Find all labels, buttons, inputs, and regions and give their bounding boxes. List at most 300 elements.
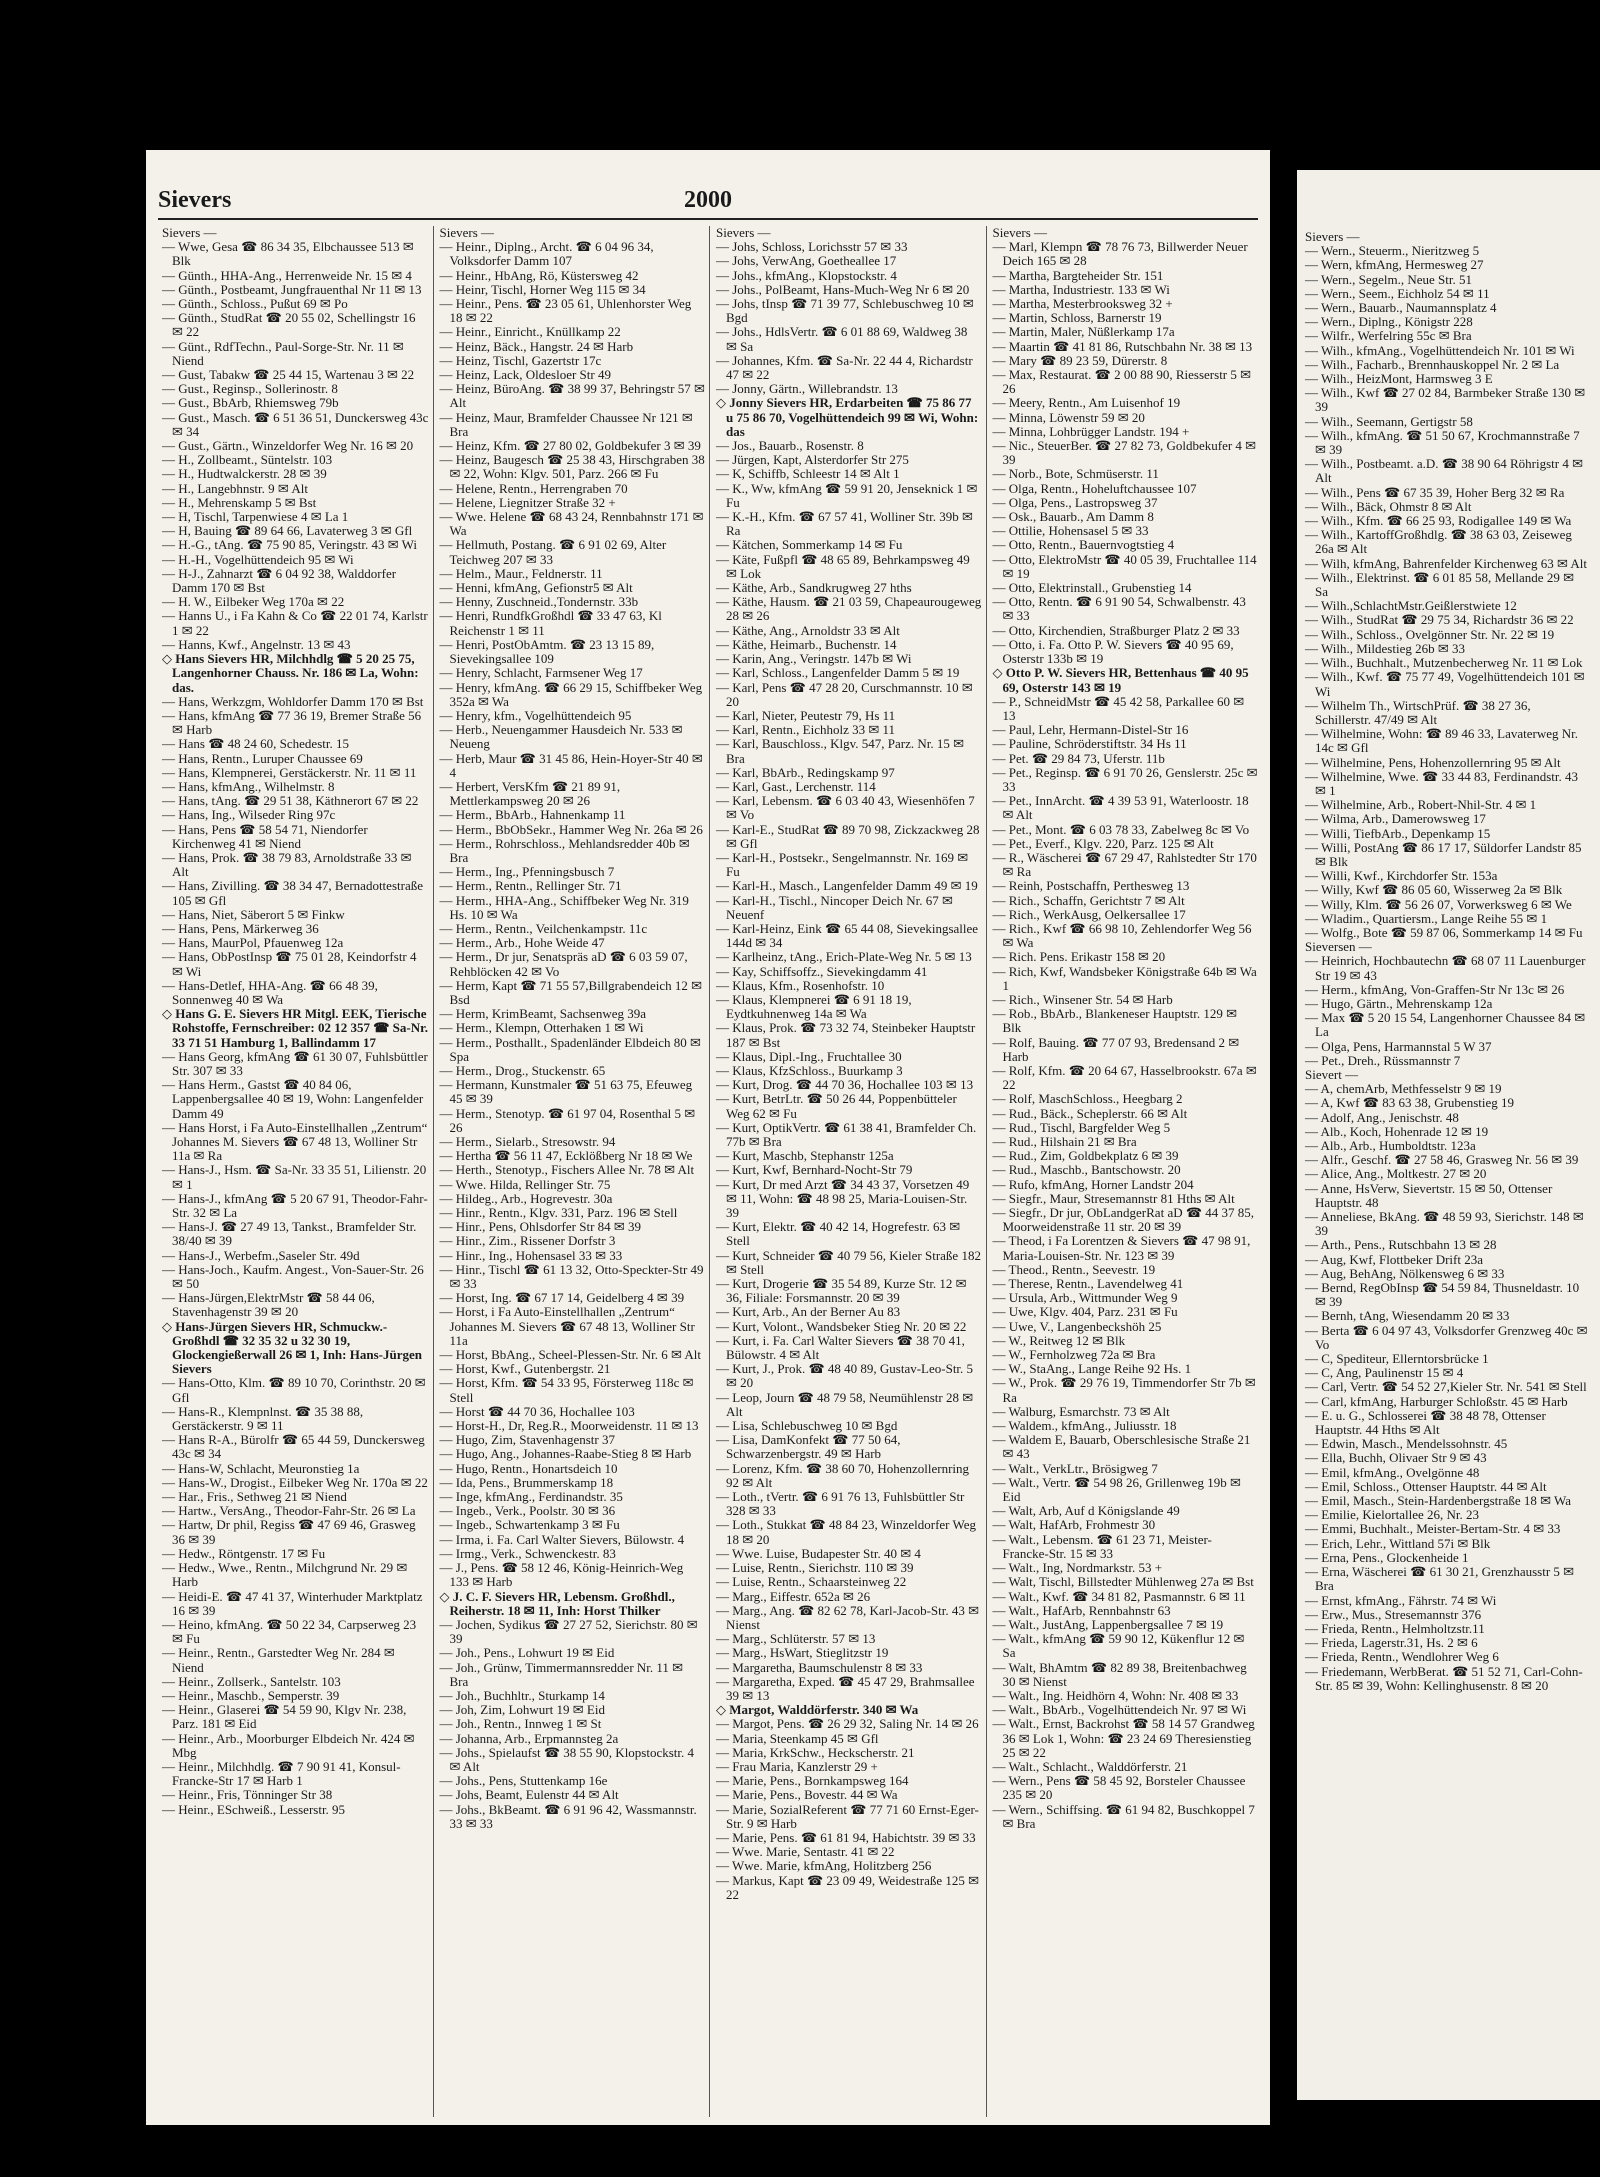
directory-entry: — K., Ww, kfmAng ☎ 59 91 20, Jenseknick 1 ✉ Fu (716, 480, 978, 510)
directory-entry: — Pet., Reginsp. ☎ 6 91 70 26, Genslerstr. 25c ✉ 33 (992, 764, 1258, 794)
directory-entry: — H., Langebhnstr. 9 ✉ Alt (162, 480, 308, 496)
directory-entry: — Wilh.,SchlachtMstr.Geißlerstwiete 12 (1305, 598, 1517, 614)
directory-entry: — Meery, Rentn., Am Luisenhof 19 (992, 395, 1181, 411)
directory-entry: — Max ☎ 5 20 15 54, Langenhorner Chaussee 84 ✉ La (1305, 1010, 1586, 1040)
directory-column-1 (156, 226, 433, 2117)
directory-entry: — Hinr., Tischl ☎ 61 13 32, Otto-Speckter-Str 49 ✉ 33 (439, 1261, 704, 1292)
directory-entry: Sievers — (162, 226, 217, 240)
directory-entry: ◇ Hans-Jürgen Sievers HR, Schmuckw.-Großhdl ☎ 32 35 32 u 32 30 19, Glockengießerwall 26 ✉ 1, Inh: Hans-Jürgen Sievers (162, 1318, 422, 1377)
directory-entry: — Karl, Lebensm. ☎ 6 03 40 43, Wiesenhöfen 7 ✉ Vo (716, 793, 975, 823)
directory-entry: — Walt., Lebensm. ☎ 61 23 71, Meister-Francke-Str. 15 ✉ 33 (992, 1531, 1212, 1561)
directory-entry: — Wilh., Buchhalt., Mutzenbecherweg Nr. 11 ✉ Lok (1305, 655, 1583, 671)
directory-entry: — Heinr., Pens. ☎ 23 05 61, Uhlenhorster Weg 18 ✉ 22 (439, 296, 692, 326)
directory-entry: — Rud., Zim, Goldbekplatz 6 ✉ 39 (992, 1148, 1179, 1164)
directory-entry: — Theod, i Fa Lorentzen & Sievers ☎ 47 98 91, Maria-Louisen-Str. Nr. 123 ✉ 39 (992, 1233, 1251, 1263)
directory-entry: — K.-H., Kfm. ☎ 67 57 41, Wolliner Str. 39b ✉ Ra (716, 509, 973, 539)
directory-entry: — H, Bauing ☎ 89 64 66, Lavaterweg 3 ✉ Gfl (162, 523, 413, 539)
directory-entry: — Heinz, Tischl, Gazertstr 17c (439, 352, 602, 368)
directory-entry: — Martha, Bargteheider Str. 151 (992, 267, 1164, 283)
directory-entry: — Horst-H., Dr, Reg.R., Moorweidenstr. 11 ✉ 13 (439, 1418, 699, 1434)
directory-entry: — Joh., Pens., Lohwurt 19 ✉ Eid (439, 1645, 615, 1661)
directory-entry: — Hans-R., Klempnlnst. ☎ 35 38 88, Gerstäckerstr. 9 ✉ 11 (162, 1403, 364, 1434)
directory-entry: — Rolf, Kfm. ☎ 20 64 67, Hasselbrookstr. 67a ✉ 22 (992, 1062, 1257, 1093)
directory-entry: — Wilhelmine, Wohn: ☎ 89 46 33, Lavaterweg Nr. 14c ✉ Gfl (1305, 726, 1579, 756)
directory-entry: — Otto, Kirchendien, Straßburger Platz 2 ✉ 33 (992, 622, 1240, 638)
running-head-name: Sievers (158, 187, 232, 213)
directory-entry: — Alfr., Geschf. ☎ 27 58 46, Grasweg Nr. 56 ✉ 39 (1305, 1152, 1579, 1168)
directory-entry: — Hinr., Pens, Ohlsdorfer Str 84 ✉ 39 (439, 1219, 642, 1235)
directory-entry: — Irma, i. Fa. Carl Walter Sievers, Bülowstr. 4 (439, 1531, 685, 1547)
directory-entry: — Wilma, Arb., Damerowsweg 17 (1305, 811, 1486, 827)
directory-entry: — Klaus, KfzSchloss., Buurkamp 3 (716, 1062, 903, 1078)
directory-entry: — Herm., Stenotyp. ☎ 61 97 04, Rosenthal 5 ✉ 26 (439, 1105, 696, 1135)
directory-entry: — Willy, Kwf ☎ 86 05 60, Wisserweg 2a ✉ Blk (1305, 882, 1563, 898)
directory-entry: — Marg., Schlüterstr. 57 ✉ 13 (716, 1631, 876, 1647)
directory-entry: — C, Spediteur, Ellerntorsbrücke 1 (1305, 1351, 1489, 1367)
directory-entry: — Karl-H., Masch., Langenfelder Damm 49 ✉ 19 (716, 878, 978, 894)
directory-entry: — Ingeb., Verk., Poolstr. 30 ✉ 36 (439, 1503, 616, 1519)
directory-entry: — Heinr., Milchhdlg. ☎ 7 90 91 41, Konsul-Francke-Str 17 ✉ Harb 1 (162, 1758, 401, 1789)
directory-entry: — Siegfr., Dr jur, ObLandgerRat aD ☎ 44 37 85, Moorweidenstraße 11 str. 20 ✉ 39 (992, 1205, 1255, 1235)
directory-entry: — Irmg., Verk., Schwenckestr. 83 (439, 1545, 616, 1561)
directory-entry: — Henni, kfmAng, Gefionstr5 ✉ Alt (439, 580, 633, 596)
directory-entry: — Wilh., HeizMont, Harmsweg 3 E (1305, 371, 1493, 387)
directory-entry: — Minna, Löwenstr 59 ✉ 20 (992, 409, 1145, 425)
directory-entry: — Otto, ElektroMstr ☎ 40 05 39, Fruchtallee 114 ✉ 19 (992, 551, 1257, 581)
directory-entry: — Heinr., Zollserk., Santelstr. 103 (162, 1673, 341, 1689)
directory-entry: — Hans, Klempnerei, Gerstäckerstr. Nr. 11 ✉ 11 (162, 764, 417, 780)
directory-entry: — Hugo, Zim, Stavenhagenstr 37 (439, 1432, 615, 1448)
directory-entry: — Herm., Drog., Stuckenstr. 65 (439, 1062, 606, 1078)
directory-entry: — Aug, BehAng, Nölkensweg 6 ✉ 33 (1305, 1265, 1505, 1281)
directory-entry: — Wern., Segelm., Neue Str. 51 (1305, 271, 1472, 287)
directory-entry: — Pet., InnArcht. ☎ 4 39 53 91, Waterloostr. 18 ✉ Alt (992, 793, 1249, 823)
directory-entry: — Kurt, Drog. ☎ 44 70 36, Hochallee 103 ✉ 13 (716, 1077, 974, 1093)
directory-entry: — Heinr., Maschb., Semperstr. 39 (162, 1687, 340, 1703)
directory-entry: — Herm., Rohrschloss., Mehlandsredder 40b ✉ Bra (439, 835, 690, 865)
directory-entry: — Heinr., Diplng., Archt. ☎ 6 04 96 34, Volksdorfer Damm 107 (439, 239, 654, 269)
directory-entry: — Rich., Kwf ☎ 66 98 10, Zehlendorfer Weg 56 ✉ Wa (992, 920, 1252, 951)
directory-entry: — Ida, Pens., Brummerskamp 18 (439, 1474, 614, 1490)
directory-entry: — Martha, Mesterbrooksweg 32 + (992, 296, 1173, 312)
directory-entry: — Wwe. Marie, Sentastr. 41 ✉ 22 (716, 1844, 895, 1860)
directory-entry: — Max, Restaurat. ☎ 2 00 88 90, Riesserstr 5 ✉ 26 (992, 367, 1252, 397)
directory-entry: — Gust, Tabakw ☎ 25 44 15, Wartenau 3 ✉ 22 (162, 367, 415, 383)
directory-entry: — Johs, tInsp ☎ 71 39 77, Schlebuschweg 10 ✉ Bgd (716, 296, 974, 326)
directory-entry: — Günth., Postbeamt, Jungfrauenthal Nr 11 ✉ 13 (162, 281, 422, 297)
directory-entry: — Bernd, RegObInsp ☎ 54 59 84, Thusneldastr. 10 ✉ 39 (1305, 1280, 1580, 1310)
directory-entry: — Jürgen, Kapt, Alsterdorfer Str 275 (716, 452, 909, 468)
directory-entry: — Hans, Prok. ☎ 38 79 83, Arnoldstraße 33 ✉ Alt (162, 849, 412, 880)
directory-entry: — Pauline, Schröderstiftstr. 34 Hs 11 (992, 736, 1187, 752)
directory-entry: — Rolf, MaschSchloss., Heegbarg 2 (992, 1091, 1183, 1107)
directory-entry: — Hanns, Kwf., Angelnstr. 13 ✉ 43 (162, 636, 351, 652)
directory-entry: — Kurt, J., Prok. ☎ 48 40 89, Gustav-Leo-Str. 5 ✉ 20 (716, 1361, 974, 1391)
directory-entry: — Käte, Fußpfl ☎ 48 65 89, Behrkampsweg 49 ✉ Lok (716, 551, 970, 581)
directory-entry: — Rich., Schaffn, Gerichtstr 7 ✉ Alt (992, 892, 1185, 908)
directory-entry: — Kurt, i. Fa. Carl Walter Sievers ☎ 38 70 41, Bülowstr. 4 ✉ Alt (716, 1332, 965, 1363)
directory-entry: — Herb, Maur ☎ 31 45 86, Hein-Hoyer-Str 40 ✉ 4 (439, 750, 703, 780)
directory-entry: — Klaus, Prok. ☎ 73 32 74, Steinbeker Hauptstr 187 ✉ Bst (716, 1020, 976, 1050)
directory-entry: — Erna, Pens., Glockenheide 1 (1305, 1549, 1469, 1565)
directory-entry: ◇ Jonny Sievers HR, Erdarbeiten ☎ 75 86 77 u 75 86 70, Vogelhüttendeich 99 ✉ Wi, Wohn: das (716, 395, 979, 439)
directory-entry: — Wladim., Quartiersm., Lange Reihe 55 ✉ 1 (1305, 910, 1548, 926)
directory-entry: — Hans, Zivilling. ☎ 38 34 47, Bernadottestraße 105 ✉ Gfl (162, 878, 423, 908)
directory-entry: — Hans-Joch., Kaufm. Angest., Von-Sauer-Str. 26 ✉ 50 (162, 1261, 424, 1292)
directory-entry: — Hans R-A., Bürolfr ☎ 65 44 59, Dunckersweg 43c ✉ 34 (162, 1432, 425, 1462)
directory-entry: — Henri, PostObAmtm. ☎ 23 13 15 89, Sievekingsallee 109 (439, 636, 655, 667)
directory-entry: — Therese, Rentn., Lavendelweg 41 (992, 1276, 1184, 1292)
directory-entry: — Helm., Maur., Feldnerstr. 11 (439, 565, 603, 581)
directory-entry: — Rob., BbArb., Blankeneser Hauptstr. 129 ✉ Blk (992, 1006, 1238, 1036)
directory-column-3 (709, 226, 986, 2117)
directory-entry: — Heinz, Lack, Oldesloer Str 49 (439, 367, 611, 383)
directory-entry: — Paul, Lehr, Hermann-Distel-Str 16 (992, 722, 1189, 738)
directory-entry: — Margaretha, Exped. ☎ 45 47 29, Brahmsallee 39 ✉ 13 (716, 1673, 975, 1703)
directory-entry: — Rich. Pens. Erikastr 158 ✉ 20 (992, 949, 1166, 965)
directory-entry: — Wilfr., Werfelring 55c ✉ Bra (1305, 328, 1472, 344)
directory-entry: — Friedemann, WerbBerat. ☎ 51 52 71, Carl-Cohn-Str. 85 ✉ 39, Wohn: Kellinghusenstr. 8 ✉ 20 (1305, 1663, 1583, 1693)
directory-columns (156, 226, 1262, 2117)
directory-entry: — Ingeb., Schwartenkamp 3 ✉ Fu (439, 1517, 620, 1533)
directory-entry: — Herm., BbObSekr., Hammer Weg Nr. 26a ✉ 26 (439, 821, 703, 837)
directory-entry: ◇ Hans G. E. Sievers HR Mitgl. EEK, Tierische Rohstoffe, Fernschreiber: 02 12 357 ☎ Sa-Nr. 33 71 51 Hamburg 1, Ballindamm 17 (162, 1006, 428, 1050)
directory-entry: — Johs, Beamt, Eulenstr 44 ✉ Alt (439, 1787, 619, 1803)
directory-entry: — H., Zollbeamt., Süntelstr. 103 (162, 452, 333, 468)
directory-entry: — Karl, Bauschloss., Klgv. 547, Parz. Nr. 15 ✉ Bra (716, 736, 964, 766)
directory-entry: — Marie, SozialReferent ☎ 77 71 60 Ernst-Eger-Str. 9 ✉ Harb (716, 1801, 979, 1831)
directory-entry: — Martin, Maler, Nüßlerkamp 17a (992, 324, 1175, 340)
directory-entry: — Kätchen, Sommerkamp 14 ✉ Fu (716, 537, 903, 553)
directory-entry: — Margot, Pens. ☎ 26 29 32, Saling Nr. 14 ✉ 26 (716, 1716, 979, 1732)
directory-entry: — Horst, Kwf., Gutenbergstr. 21 (439, 1361, 611, 1377)
directory-entry: — Arth., Pens., Rutschbahn 13 ✉ 28 (1305, 1237, 1497, 1253)
directory-entry: — Frieda, Rentn., Helmholtzstr.11 (1305, 1620, 1485, 1636)
directory-entry: ◇ J. C. F. Sievers HR, Lebensm. Großhdl., Reiherstr. 18 ✉ 11, Inh: Horst Thilker (439, 1588, 675, 1618)
directory-entry: — Gust., BbArb, Rhiemsweg 79b (162, 395, 339, 411)
directory-entry: — Karl, Rentn., Eichholz 33 ✉ 11 (716, 722, 896, 738)
directory-entry: — H. W., Eilbeker Weg 170a ✉ 22 (162, 594, 345, 610)
directory-entry: — Rich., Winsener Str. 54 ✉ Harb (992, 991, 1173, 1007)
directory-entry: — Walt., JustAng, Lappenbergsallee 7 ✉ 19 (992, 1616, 1224, 1632)
directory-entry: — Herth., Stenotyp., Fischers Allee Nr. 78 ✉ Alt (439, 1162, 695, 1178)
directory-entry: — Heinz, Kfm. ☎ 27 80 02, Goldbekufer 3 ✉ 39 (439, 438, 701, 454)
directory-entry: — Karl-E., StudRat ☎ 89 70 98, Zickzackweg 28 ✉ Gfl (716, 821, 980, 851)
directory-entry: — Günth., HHA-Ang., Herrenweide Nr. 15 ✉ 4 (162, 267, 412, 283)
directory-entry: — Wern, kfmAng, Hermesweg 27 (1305, 257, 1484, 273)
directory-entry: — Hans-W, Schlacht, Meuronstieg 1a (162, 1460, 360, 1476)
directory-entry: — Herm., kfmAng, Von-Graffen-Str Nr 13c ✉ 26 (1305, 981, 1565, 997)
directory-entry: — Wilhelmine, Pens, Hohenzollernring 95 ✉ Alt (1305, 754, 1561, 770)
directory-entry: — Heinr., Fris, Tönninger Str 38 (162, 1787, 333, 1803)
directory-entry: — Alice, Ang., Moltkestr. 27 ✉ 20 (1305, 1166, 1487, 1182)
directory-entry: — Hedw., Röntgenstr. 17 ✉ Fu (162, 1545, 326, 1561)
directory-entry: — Emil, Masch., Stein-Hardenbergstraße 18 ✉ Wa (1305, 1493, 1572, 1509)
directory-entry: — H.-G., tAng. ☎ 75 90 85, Veringstr. 43 ✉ Wi (162, 537, 418, 553)
directory-entry: — Walt, BhAmtm ☎ 82 89 38, Breitenbachweg 30 ✉ Nienst (992, 1659, 1247, 1689)
directory-entry: — Karl, Gast., Lerchenstr. 114 (716, 778, 876, 794)
directory-entry: — Johs., BkBeamt. ☎ 6 91 96 42, Wassmannstr. 33 ✉ 33 (439, 1801, 697, 1831)
directory-entry: — Anne, HsVerw, Sievertstr. 15 ✉ 50, Ottenser Hauptstr. 48 (1305, 1180, 1553, 1210)
directory-entry: — Wilh., kfmAng., Vogelhüttendeich Nr. 101 ✉ Wi (1305, 342, 1575, 358)
directory-entry: — R., Wäscherei ☎ 67 29 47, Rahlstedter Str 170 ✉ Ra (992, 849, 1257, 880)
directory-entry: — Wwe. Helene ☎ 68 43 24, Rennbahnstr 171 ✉ Wa (439, 509, 704, 539)
directory-entry: — Karl, Pens ☎ 47 28 20, Curschmannstr. 10 ✉ 20 (716, 679, 973, 709)
directory-entry: — Pet., Dreh., Rüssmannstr 7 (1305, 1052, 1461, 1068)
directory-entry: — Heinr., ESchweiß., Lesserstr. 95 (162, 1801, 346, 1817)
directory-entry: — Rud., Hilshain 21 ✉ Bra (992, 1134, 1137, 1149)
directory-entry: — Wilh., Facharb., Brennhauskoppel Nr. 2 ✉ La (1305, 356, 1560, 372)
directory-entry: — Herm., Ing., Pfenningsbusch 7 (439, 864, 615, 880)
directory-entry: — Joh, Zim, Lohwurt 19 ✉ Eid (439, 1702, 605, 1718)
directory-entry: — W., StaAng., Lange Reihe 92 Hs. 1 (992, 1361, 1192, 1377)
directory-entry: — P., SchneidMstr ☎ 45 42 58, Parkallee 60 ✉ 13 (992, 693, 1245, 723)
directory-entry: — Ella, Buchh, Olivaer Str 9 ✉ 43 (1305, 1450, 1487, 1466)
directory-entry: — Erw., Mus., Stresemannstr 376 (1305, 1606, 1482, 1622)
directory-entry: — Kurt, Arb., An der Berner Au 83 (716, 1304, 901, 1320)
directory-entry: — Karl-H., Postsekr., Sengelmannstr. Nr. 169 ✉ Fu (716, 849, 969, 880)
directory-entry: — Kay, Schiffsoffz., Sievekingdamm 41 (716, 963, 928, 979)
directory-entry: — Herm., HHA-Ang., Schiffbeker Weg Nr. 319 Hs. 10 ✉ Wa (439, 892, 689, 922)
directory-entry: — Lisa, Schlebuschweg 10 ✉ Bgd (716, 1418, 898, 1434)
directory-entry: — Olga, Pens., Lastropsweg 37 (992, 494, 1158, 510)
directory-entry: — Henry, Schlacht, Farmsener Weg 17 (439, 665, 643, 681)
directory-entry: — Walt., Ernst, Backrohst ☎ 58 14 57 Grandweg 36 ✉ Lok 1, Wohn: ☎ 23 24 69 Theresienstieg 25 ✉ 22 (992, 1716, 1255, 1760)
directory-entry: — Herm., Sielarb., Stresowstr. 94 (439, 1134, 616, 1149)
directory-entry: — Hans, kfmAng ☎ 77 36 19, Bremer Straße 56 ✉ Harb (162, 707, 422, 738)
directory-entry: — Har., Fris., Sethweg 21 ✉ Niend (162, 1489, 347, 1505)
directory-entry: — Carl, Vertr. ☎ 54 52 27,Kieler Str. Nr. 541 ✉ Stell (1305, 1379, 1587, 1395)
directory-entry: — Wilh., kfmAng. ☎ 51 50 67, Krochmannstraße 7 ✉ 39 (1305, 427, 1580, 458)
directory-entry: — Kurt, Volont., Wandsbeker Stieg Nr. 20 ✉ 22 (716, 1318, 967, 1334)
directory-entry: — Karl, Nieter, Peutestr 79, Hs 11 (716, 707, 896, 723)
directory-entry: — Wilh., Pens ☎ 67 35 39, Hoher Berg 32 ✉ Ra (1305, 484, 1565, 500)
directory-entry: — Wilh., Kfm. ☎ 66 25 93, Rodigallee 149 ✉ Wa (1305, 513, 1572, 529)
directory-entry: — Hinr., Rentn., Klgv. 331, Parz. 196 ✉ Stell (439, 1205, 678, 1221)
directory-entry: — Willi, Kwf., Kirchdorfer Str. 153a (1305, 868, 1498, 884)
directory-entry: — Johs., PolBeamt, Hans-Much-Weg Nr 6 ✉ 20 (716, 281, 970, 297)
directory-entry: — Joh., Buchhltr., Sturkamp 14 (439, 1687, 605, 1703)
directory-entry: — Horst, Ing. ☎ 67 17 14, Geidelberg 4 ✉ 39 (439, 1290, 685, 1306)
directory-entry: — Walt., VerkLtr., Brösigweg 7 (992, 1460, 1158, 1476)
directory-entry: — Heinr., Arb., Moorburger Elbdeich Nr. 424 ✉ Mbg (162, 1730, 415, 1760)
directory-entry: — Walt., Schlacht., Walddörferstr. 21 (992, 1758, 1188, 1774)
directory-entry: — Hanns U., i Fa Kahn & Co ☎ 22 01 74, Karlstr 1 ✉ 22 (162, 608, 428, 638)
directory-entry: — Rufo, kfmAng, Horner Landstr 204 (992, 1176, 1194, 1192)
directory-entry: — Henry, kfm., Vogelhüttendeich 95 (439, 707, 632, 723)
directory-entry: — Hans-J., Hsm. ☎ Sa-Nr. 33 35 51, Lilienstr. 20 ✉ 1 (162, 1162, 427, 1192)
directory-entry: — Joh., Grünw, Timmermannsredder Nr. 11 ✉ Bra (439, 1659, 684, 1689)
directory-entry: — Mary ☎ 89 23 59, Dürerstr. 8 (992, 352, 1168, 368)
directory-entry: — Hans, MaurPol, Pfauenweg 12a (162, 935, 344, 951)
directory-entry: — Hellmuth, Postang. ☎ 6 91 02 69, Alter Teichweg 207 ✉ 33 (439, 537, 667, 567)
directory-entry: — Hans Georg, kfmAng ☎ 61 30 07, Fuhlsbüttler Str. 307 ✉ 33 (162, 1048, 428, 1078)
directory-entry: — Martin, Schloss, Barnerstr 19 (992, 310, 1162, 326)
directory-entry: — Hans, Pens, Märkerweg 36 (162, 920, 319, 936)
directory-entry: — Käthe, Hausm. ☎ 21 03 59, Chapeaurougeweg 28 ✉ 26 (716, 594, 982, 624)
directory-entry: — Hartw., VersAng., Theodor-Fahr-Str. 26 ✉ La (162, 1503, 416, 1519)
directory-entry: — Wilh., Postbeamt. a.D. ☎ 38 90 64 Röhrigstr 4 ✉ Alt (1305, 456, 1584, 486)
directory-entry: — Lisa, DamKonfekt ☎ 77 50 64, Schwarzenbergstr. 49 ✉ Harb (716, 1432, 901, 1462)
directory-entry: — Herm., Rentn., Veilchenkampstr. 11c (439, 920, 648, 936)
directory-entry: Sievers — (992, 226, 1048, 240)
directory-entry: — Otto, Elektrinstall., Grubenstieg 14 (992, 580, 1192, 596)
directory-entry: — Wilh., Elektrinst. ☎ 6 01 85 58, Mellande 29 ✉ Sa (1305, 569, 1574, 600)
directory-entry: — Hans-Detlef, HHA-Ang. ☎ 66 48 39, Sonnenweg 40 ✉ Wa (162, 977, 378, 1007)
next-page-fragment (1297, 170, 1600, 2100)
directory-entry: — Frieda, Lagerstr.31, Hs. 2 ✉ 6 (1305, 1635, 1478, 1651)
directory-entry: Sievers — (1305, 230, 1360, 244)
directory-entry: — Heinz, Bäck., Hangstr. 24 ✉ Harb (439, 338, 634, 354)
directory-entry: — Klaus, Klempnerei ☎ 6 91 18 19, Eydtkuhnenweg 14a ✉ Wa (716, 991, 912, 1022)
directory-entry: — Rich., WerkAusg, Oelkersallee 17 (992, 906, 1186, 922)
directory-entry: — Heinrich, Hochbautechn ☎ 68 07 11 Lauenburger Str 19 ✉ 43 (1305, 953, 1586, 983)
directory-entry: — Hans, kfmAng., Wilhelmstr. 8 (162, 778, 335, 794)
directory-entry: — Wilh., KartoffGroßhdlg. ☎ 38 63 03, Zeiseweg 26a ✉ Alt (1305, 527, 1572, 557)
directory-entry: — Heinr., Einricht., Knüllkamp 22 (439, 324, 621, 340)
directory-entry: — Maartin ☎ 41 81 86, Rutschbahn Nr. 38 ✉ 13 (992, 338, 1253, 354)
directory-entry: — Wwe. Marie, kfmAng, Holitzberg 256 (716, 1858, 932, 1874)
directory-entry: — Karl-H., Tischl., Nincoper Deich Nr. 67 ✉ Neuenf (716, 892, 953, 922)
directory-entry: — Hans-J. ☎ 27 49 13, Tankst., Bramfelder Str. 38/40 ✉ 39 (162, 1219, 417, 1249)
directory-entry: — Hans Horst, i Fa Auto-Einstellhallen „Zentrum“ Johannes M. Sievers ☎ 67 48 13, Wolliner Str 11a ✉ Ra (162, 1119, 428, 1164)
directory-entry: — Kurt, Schneider ☎ 40 79 56, Kieler Straße 182 ✉ Stell (716, 1247, 981, 1277)
next-page-columns (1297, 230, 1592, 2092)
directory-entry: — Markus, Kapt ☎ 23 09 49, Weidestraße 125 ✉ 22 (716, 1872, 980, 1902)
directory-entry: — A, chemArb, Methfesselstr 9 ✉ 19 (1305, 1081, 1502, 1097)
directory-entry: — Luise, Rentn., Sierichstr. 110 ✉ 39 (716, 1560, 914, 1576)
directory-entry: — Walt., kfmAng ☎ 59 90 12, Kükenflur 12 ✉ Sa (992, 1631, 1245, 1661)
directory-entry: — H., Hudtwalckerstr. 28 ✉ 39 (162, 466, 327, 482)
directory-entry: — Horst, BbAng., Scheel-Plessen-Str. Nr. 6 ✉ Alt (439, 1347, 701, 1363)
directory-entry: — Wolfg., Bote ☎ 59 87 06, Sommerkamp 14 ✉ Fu (1305, 924, 1583, 940)
directory-entry: — Gust., Masch. ☎ 6 51 36 51, Dunckersweg 43c ✉ 34 (162, 409, 429, 439)
directory-entry: — Siegfr., Maur, Stresemannstr 81 Hths ✉ Alt (992, 1190, 1235, 1206)
directory-entry: — Klaus, Kfm., Rosenhofstr. 10 (716, 977, 885, 993)
directory-entry: — Ursula, Arb., Wittmunder Weg 9 (992, 1290, 1178, 1306)
directory-entry: — Rud., Tischl, Bargfelder Weg 5 (992, 1119, 1171, 1135)
directory-entry: — Frau Maria, Kanzlerstr 29 + (716, 1758, 878, 1774)
directory-entry: — Wern., Steuerm., Nieritzweg 5 (1305, 243, 1480, 259)
directory-entry: — Heinr, Tischl, Horner Weg 115 ✉ 34 (439, 281, 646, 297)
directory-entry: — Hertha ☎ 56 11 47, Ecklößberg Nr 18 ✉ We (439, 1148, 693, 1164)
directory-entry: — Heinr., Glaserei ☎ 54 59 90, Klgv Nr. 238, Parz. 181 ✉ Eid (162, 1702, 407, 1732)
directory-entry: — Hans-J., kfmAng ☎ 5 20 67 91, Theodor-Fahr-Str. 32 ✉ La (162, 1190, 428, 1221)
directory-entry: — Otto, Rentn. ☎ 6 91 90 54, Schwalbenstr. 43 ✉ 33 (992, 594, 1246, 624)
directory-entry: — Herm., Klempn, Otterhaken 1 ✉ Wi (439, 1020, 644, 1036)
directory-entry: — Wilhelmine, Wwe. ☎ 33 44 83, Ferdinandstr. 43 ✉ 1 (1305, 768, 1578, 798)
directory-entry: — Alb., Arb., Humboldtstr. 123a (1305, 1138, 1476, 1153)
directory-entry: — W., Prok. ☎ 29 76 19, Timmendorfer Str 7b ✉ Ra (992, 1375, 1256, 1405)
directory-entry: — Uwe, V., Langenbeckshöh 25 (992, 1318, 1162, 1334)
directory-entry: — Karlheinz, tAng., Erich-Plate-Weg Nr. 5 ✉ 13 (716, 949, 972, 965)
directory-entry: — Herbert, VersKfm ☎ 21 89 91, Mettlerkampsweg 20 ✉ 26 (439, 778, 621, 809)
directory-entry: — Karl, Schloss., Langenfelder Damm 5 ✉ 19 (716, 665, 960, 681)
directory-entry: — Wilh, kfmAng, Bahrenfelder Kirchenweg 63 ✉ Alt (1305, 555, 1587, 571)
directory-entry: — Hans, Werkzgm, Wohldorfer Damm 170 ✉ Bst (162, 693, 424, 709)
directory-entry: — Hans-Otto, Klm. ☎ 89 10 70, Corinthstr. 20 ✉ Gfl (162, 1375, 426, 1405)
directory-entry: — Wern., Diplng., Königstr 228 (1305, 314, 1473, 330)
directory-entry: — Karin, Ang., Veringstr. 147b ✉ Wi (716, 651, 912, 667)
directory-entry: — Aug, Kwf, Flottbeker Drift 23a (1305, 1251, 1484, 1267)
directory-entry: — Ottilie, Hohensasel 5 ✉ 33 (992, 523, 1149, 539)
page-number: 2000 (684, 187, 732, 213)
directory-entry: — Wern., Bauarb., Naumannsplatz 4 (1305, 300, 1497, 316)
directory-entry: — Herb., Neuengammer Hausdeich Nr. 533 ✉ Neueng (439, 722, 683, 752)
directory-entry: — Lorenz, Kfm. ☎ 38 60 70, Hohenzollernring 92 ✉ Alt (716, 1460, 970, 1490)
directory-entry: — Wilh., Kwf. ☎ 75 77 49, Vogelhüttendeich 101 ✉ Wi (1305, 669, 1585, 699)
directory-entry: — Herm., Posthallt., Spadenländer Elbdeich 80 ✉ Spa (439, 1034, 701, 1064)
directory-entry: — Minna, Lohbrügger Landstr. 194 + (992, 423, 1190, 439)
directory-entry: — Pet. ☎ 29 84 73, Uferstr. 11b (992, 750, 1165, 766)
directory-entry: — Uwe, Klgv. 404, Parz. 231 ✉ Fu (992, 1304, 1178, 1320)
directory-entry: — Käthe, Arb., Sandkrugweg 27 hths (716, 580, 912, 596)
directory-entry: — Walt., BbArb., Vogelhüttendeich Nr. 97 ✉ Wi (992, 1702, 1247, 1718)
directory-entry: — Kurt, Drogerie ☎ 35 54 89, Kurze Str. 12 ✉ 36, Filiale: Forsmannstr. 20 ✉ 39 (716, 1276, 967, 1306)
directory-entry: — Marie, Pens. ☎ 61 81 94, Habichtstr. 39 ✉ 33 (716, 1829, 976, 1845)
directory-entry: — Herm, KrimBeamt, Sachsenweg 39a (439, 1006, 647, 1022)
directory-entry: — Willy, Klm. ☎ 56 26 07, Vorwerksweg 6 ✉ We (1305, 896, 1572, 912)
directory-entry: — H., Mehrenskamp 5 ✉ Bst (162, 494, 317, 510)
directory-entry: — Walburg, Esmarchstr. 73 ✉ Alt (992, 1403, 1170, 1419)
directory-entry: — Alb., Koch, Hohenrade 12 ✉ 19 (1305, 1123, 1489, 1139)
directory-entry: — Marg., Ang. ☎ 82 62 78, Karl-Jacob-Str. 43 ✉ Nienst (716, 1602, 979, 1632)
directory-entry: — Wwe, Gesa ☎ 86 34 35, Elbchaussee 513 ✉ Blk (162, 239, 414, 269)
directory-entry: — Norb., Bote, Schmüserstr. 11 (992, 466, 1159, 482)
directory-entry: ◇ Otto P. W. Sievers HR, Bettenhaus ☎ 40 95 69, Osterstr 143 ✉ 19 (992, 665, 1249, 695)
directory-entry: — J., Pens. ☎ 58 12 46, König-Heinrich-Weg 133 ✉ Harb (439, 1560, 684, 1590)
directory-entry: — Rich, Kwf, Wandsbeker Königstraße 64b ✉ Wa 1 (992, 963, 1257, 993)
directory-entry: — Marg., Eiffestr. 652a ✉ 26 (716, 1588, 871, 1604)
directory-entry: — Kurt, Maschb, Stephanstr 125a (716, 1148, 894, 1164)
directory-entry: — Günt., RdfTechn., Paul-Sorge-Str. Nr. 11 ✉ Niend (162, 338, 404, 368)
directory-entry: — Gust., Reginsp., Sollerinostr. 8 (162, 381, 338, 397)
directory-entry: — Loth., Stukkat ☎ 48 84 23, Winzeldorfer Weg 18 ✉ 20 (716, 1517, 977, 1547)
directory-entry: — Carl, kfmAng, Harburger Schloßstr. 45 ✉ Harb (1305, 1393, 1568, 1409)
directory-entry: — Walt., HafArb, Rennbahnstr 63 (992, 1602, 1171, 1618)
directory-column-4 (986, 226, 1263, 2117)
directory-entry: — Käthe, Heimarb., Buchenstr. 14 (716, 636, 897, 652)
directory-entry: ◇ Margot, Walddörferstr. 340 ✉ Wa (716, 1702, 919, 1718)
directory-entry: — Gust., Gärtn., Winzeldorfer Weg Nr. 16 ✉ 20 (162, 438, 414, 454)
directory-entry: — W., Fernholzweg 72a ✉ Bra (992, 1347, 1156, 1363)
directory-entry: — Käthe, Ang., Arnoldstr 33 ✉ Alt (716, 622, 900, 638)
directory-entry: — Johs., HdlsVertr. ☎ 6 01 88 69, Waldweg 38 ✉ Sa (716, 324, 968, 354)
directory-column-2 (433, 226, 710, 2117)
directory-entry: — Henri, RundfkGroßhdl ☎ 33 47 63, Kl Reichenstr 1 ✉ 11 (439, 608, 662, 638)
directory-entry: — Hans ☎ 48 24 60, Schedestr. 15 (162, 736, 349, 752)
directory-entry: — Hans, Niet, Säberort 5 ✉ Finkw (162, 906, 345, 922)
directory-entry: — Olga, Pens, Harmannstal 5 W 37 (1305, 1038, 1492, 1054)
directory-entry: — Pet., Mont. ☎ 6 03 78 33, Zabelweg 8c ✉ Vo (992, 821, 1250, 837)
directory-entry: — Hans, Rentn., Luruper Chaussee 69 (162, 750, 363, 766)
next-page-column (1297, 230, 1592, 2092)
directory-entry: — Wilhelm Th., WirtschPrüf. ☎ 38 27 36, Schillerstr. 47/49 ✉ Alt (1305, 697, 1531, 727)
directory-page (146, 150, 1270, 2125)
directory-entry: — Rud., Maschb., Bantschowstr. 20 (992, 1162, 1181, 1178)
directory-entry: — Heinr., Rentn., Garstedter Weg Nr. 284 ✉ Niend (162, 1645, 395, 1675)
directory-entry: — Wilh., Schloss., Ovelgönner Str. Nr. 22 ✉ 19 (1305, 626, 1555, 642)
directory-entry: — Kurt, OptikVertr. ☎ 61 38 41, Bramfelder Ch. 77b ✉ Bra (716, 1119, 977, 1149)
directory-entry: — Heidi-E. ☎ 47 41 37, Winterhuder Marktplatz 16 ✉ 39 (162, 1588, 423, 1618)
directory-entry: — Ernst, kfmAng., Fährstr. 74 ✉ Wi (1305, 1592, 1497, 1608)
directory-entry: — Maria, Steenkamp 45 ✉ Gfl (716, 1730, 879, 1746)
directory-entry: — Hugo, Ang., Johannes-Raabe-Stieg 8 ✉ Harb (439, 1446, 692, 1462)
directory-entry: — Maria, KrkSchw., Heckscherstr. 21 (716, 1744, 915, 1760)
directory-entry: — Wern., Schiffsing. ☎ 61 94 82, Buschkoppel 7 ✉ Bra (992, 1801, 1255, 1831)
directory-entry: — Olga, Rentn., Hoheluftchaussee 107 (992, 480, 1197, 496)
directory-entry: Sievers — (716, 226, 771, 240)
